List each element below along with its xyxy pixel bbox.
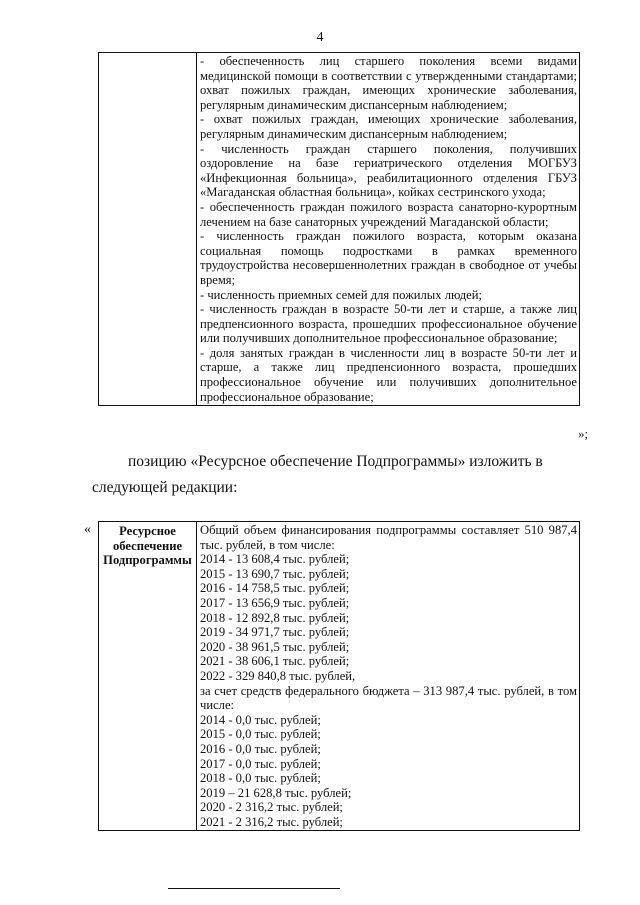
federal-funding: за счет средств федерального бюджета – 313 987,4 тыс. рублей, в том числе: bbox=[200, 683, 577, 713]
indicator-item: - охват пожилых граждан, имеющих хронические заболевания, регулярным динамическим диспансерным наблюдением; bbox=[200, 112, 577, 141]
instruction-paragraph: позицию «Ресурсное обеспечение Подпрограммы» изложить в bbox=[128, 453, 543, 470]
federal-year-funding: 2014 - 0,0 тыс. рублей; bbox=[200, 712, 321, 727]
resource-label: Ресурсное обеспечение Подпрограммы bbox=[99, 522, 197, 831]
indicators-table bbox=[98, 52, 580, 406]
year-funding: 2016 - 14 758,5 тыс. рублей; bbox=[200, 581, 350, 596]
resource-values-cell bbox=[197, 522, 580, 831]
indicator-item: - численность граждан старшего поколения, получивших оздоровление на базе гериатрического отделения МОГБУЗ «Инфекционная больница», реабилитационного отделения ГБУЗ «Магаданская областная больница», койках сестринского ухода; bbox=[200, 141, 577, 200]
federal-year-funding: 2020 - 2 316,2 тыс. рублей; bbox=[200, 800, 343, 815]
year-funding: 2014 - 13 608,4 тыс. рублей; bbox=[200, 552, 350, 567]
year-funding: 2015 - 13 690,7 тыс. рублей; bbox=[200, 566, 350, 581]
federal-year-funding: 2016 - 0,0 тыс. рублей; bbox=[200, 741, 321, 756]
federal-year-funding: 2021 - 2 316,2 тыс. рублей; bbox=[200, 814, 343, 829]
closing-quote: »; bbox=[578, 426, 589, 441]
indicator-item: - обеспеченность граждан пожилого возраста санаторно-курортным лечением на базе санаторных учреждений Магаданской области; bbox=[200, 199, 577, 229]
indicator-item: - численность приемных семей для пожилых людей; bbox=[200, 287, 482, 302]
footer-rule bbox=[168, 888, 340, 889]
year-funding: 2019 - 34 971,7 тыс. рублей; bbox=[200, 625, 350, 640]
year-funding: 2020 - 38 961,5 тыс. рублей; bbox=[200, 639, 350, 654]
page-number: 4 bbox=[316, 30, 324, 45]
opening-quote: « bbox=[84, 522, 91, 537]
federal-year-funding: 2018 - 0,0 тыс. рублей; bbox=[200, 771, 321, 786]
indicator-item: - обеспеченность лиц старшего поколения всеми видами медицинской помощи в соответствии с утвержденными стандартами; охват пожилых граждан, имеющих хронические заболевания, регулярным динамическим диспансерным наблюдением; bbox=[200, 54, 577, 112]
indicator-item: - численность граждан в возрасте 50-ти лет и старше, а также лиц предпенсионного возраста, прошедших профессиональное обучение или получивших дополнительное профессиональное образование; bbox=[200, 302, 577, 346]
indicators-table-right-cell bbox=[197, 53, 580, 406]
total-funding: Общий объем финансирования подпрограммы составляет 510 987,4 тыс. рублей, в том числе: bbox=[200, 523, 577, 552]
resource-table bbox=[98, 521, 580, 831]
federal-year-funding: 2017 - 0,0 тыс. рублей; bbox=[200, 756, 321, 771]
indicators-table-left-cell bbox=[99, 53, 197, 406]
instruction-paragraph-continued: следующей редакции: bbox=[92, 479, 238, 496]
indicator-item: - численность граждан пожилого возраста, которым оказана социальная помощь подростками в рамках временного трудоустройства несовершеннолетних граждан в свободное от учебы время; bbox=[200, 229, 577, 287]
year-funding: 2017 - 13 656,9 тыс. рублей; bbox=[200, 595, 350, 610]
federal-year-funding: 2019 – 21 628,8 тыс. рублей; bbox=[200, 785, 352, 800]
year-funding: 2022 - 329 840,8 тыс. рублей, bbox=[200, 668, 356, 683]
federal-year-funding: 2015 - 0,0 тыс. рублей; bbox=[200, 727, 321, 742]
year-funding: 2021 - 38 606,1 тыс. рублей; bbox=[200, 654, 350, 669]
indicator-item: - доля занятых граждан в численности лиц в возрасте 50-ти лет и старше, а также лиц предпенсионного возраста, прошедших профессиональное обучение или получивших дополнительное профессиональное образование; bbox=[200, 345, 577, 404]
year-funding: 2018 - 12 892,8 тыс. рублей; bbox=[200, 610, 350, 625]
